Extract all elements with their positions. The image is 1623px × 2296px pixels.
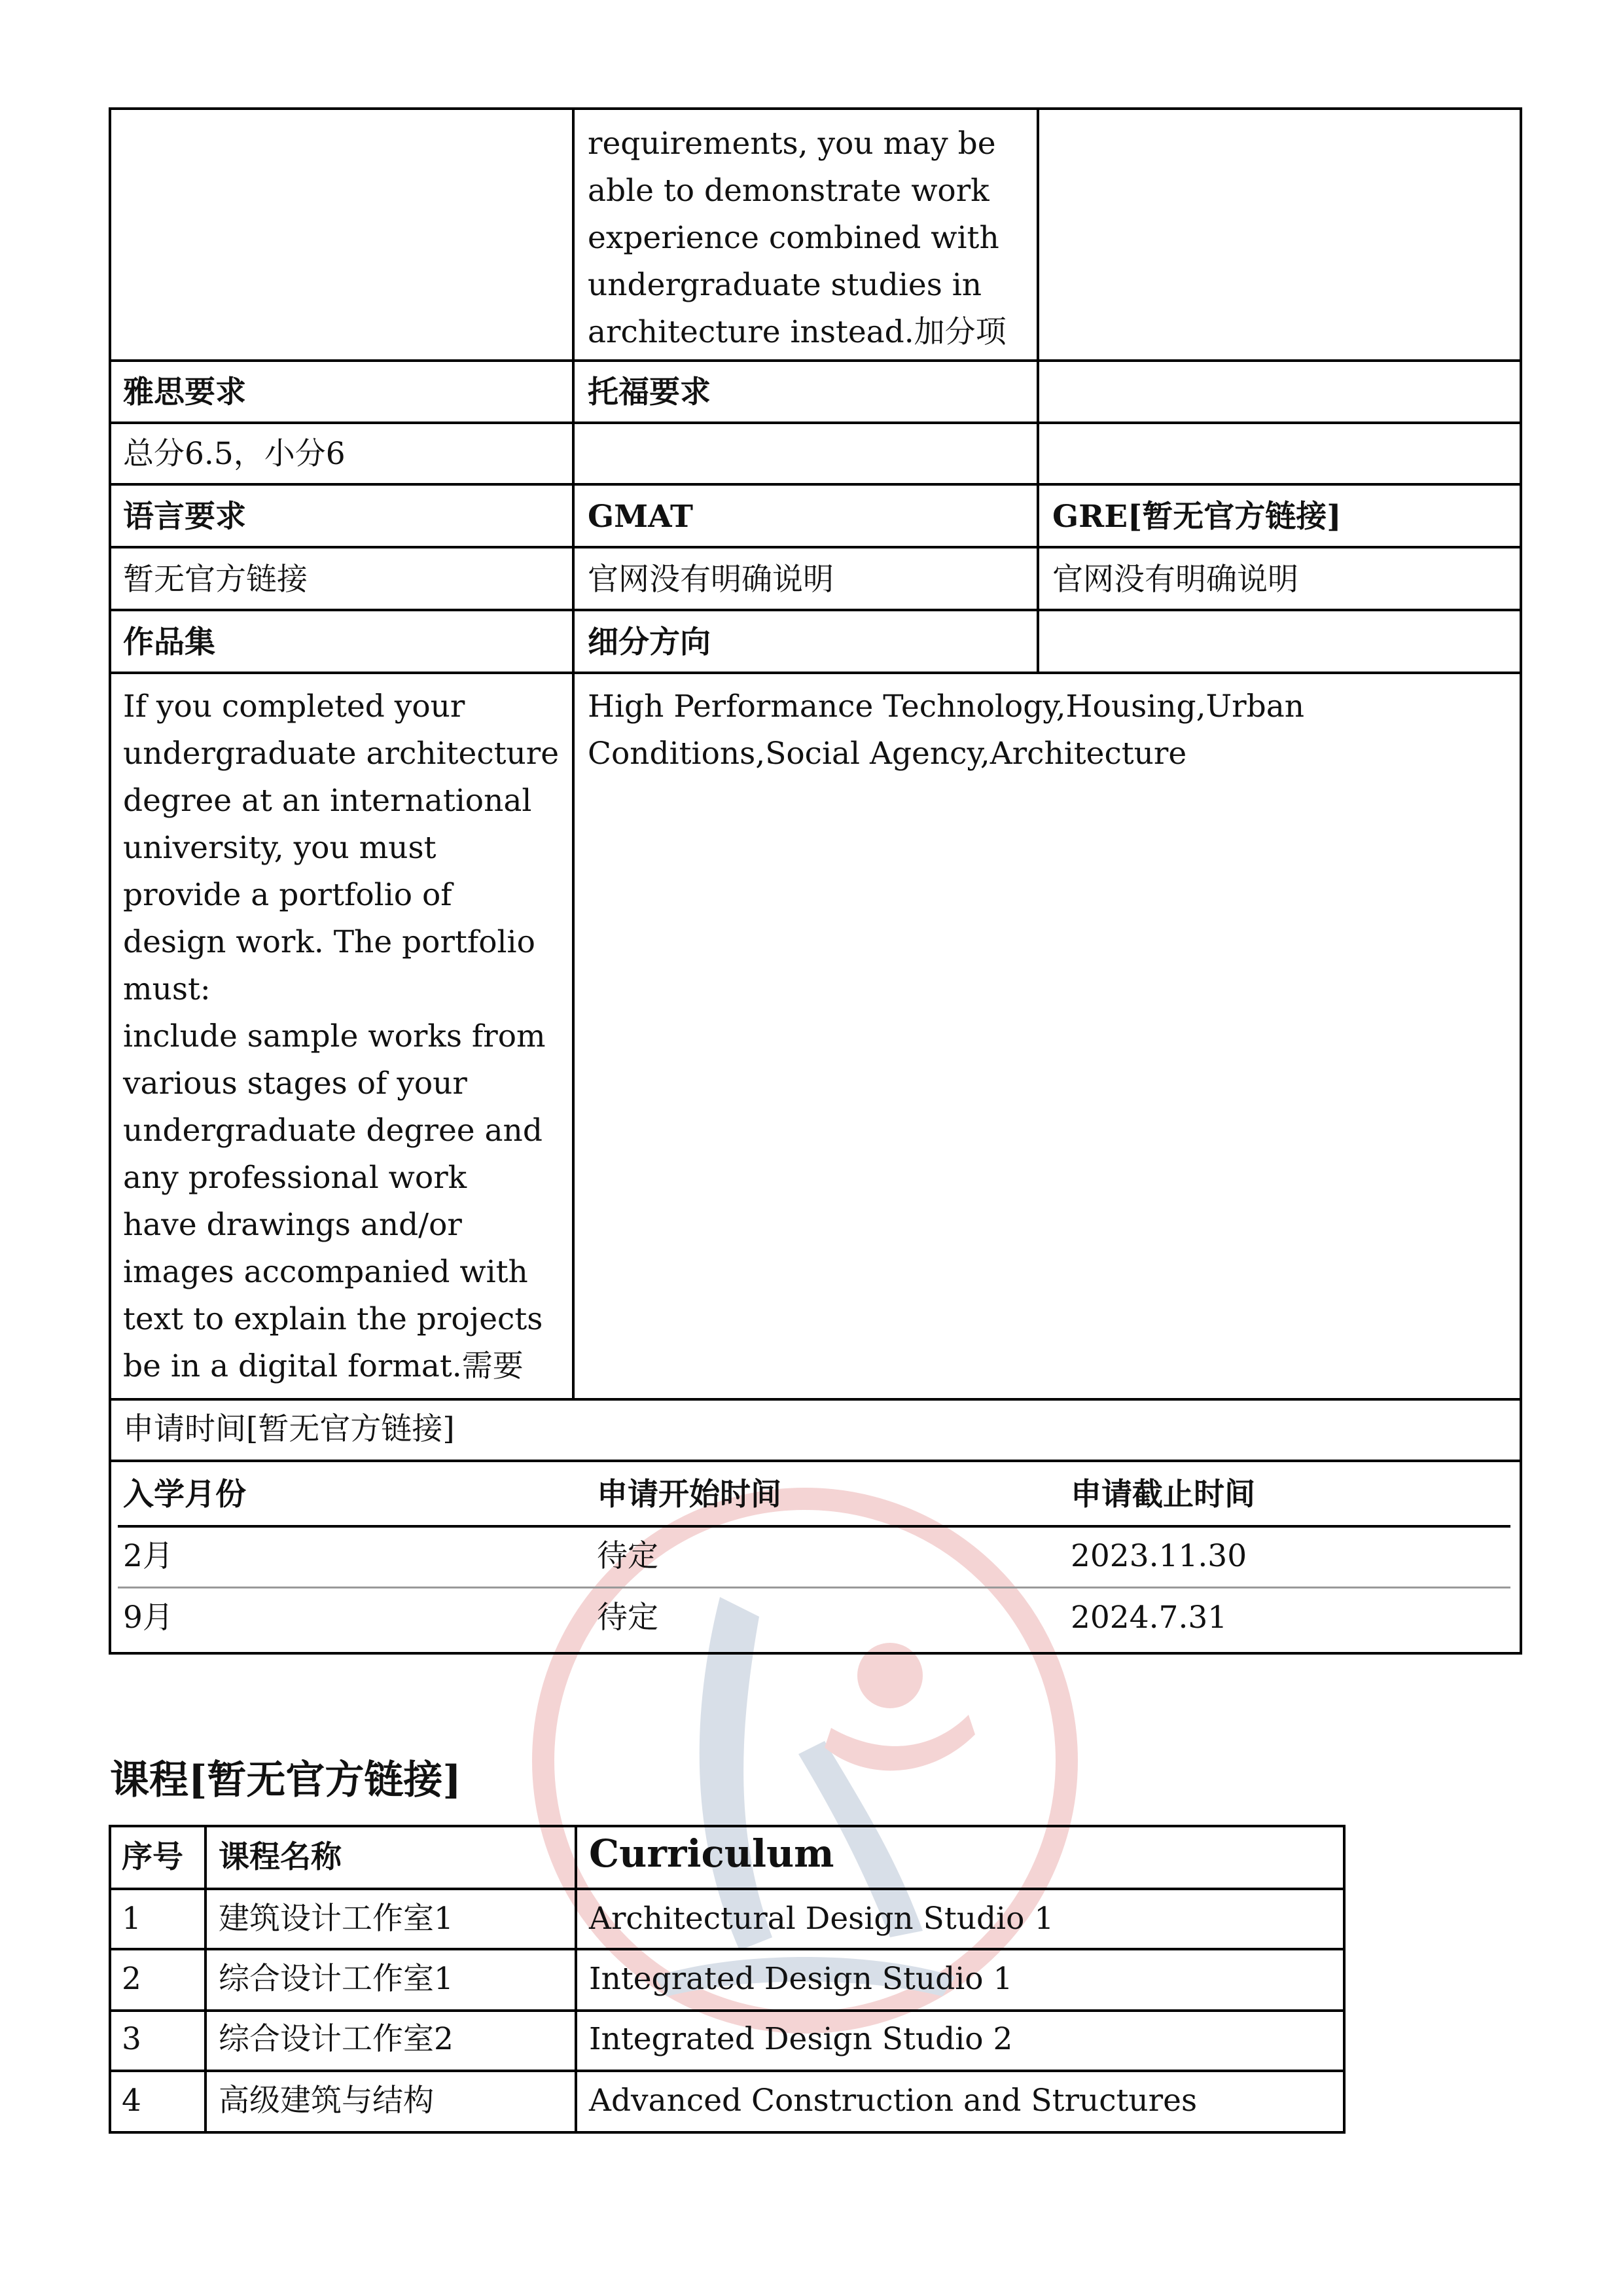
curriculum-row-2-index: 2	[122, 1961, 141, 1997]
direction-label: 细分方向	[588, 624, 711, 660]
apply-time-label: 申请时间[暂无官方链接]	[123, 1411, 455, 1447]
curriculum-row-3-index: 3	[122, 2021, 141, 2057]
curriculum-heading: 课程[暂无官方链接]	[110, 1757, 461, 1803]
intake-row-1-month: 2月	[123, 1538, 173, 1574]
language-value: 暂无官方链接	[123, 562, 308, 598]
toefl-label: 托福要求	[588, 374, 711, 410]
gmat-label: GMAT	[588, 499, 694, 535]
curriculum-row-2-english: Integrated Design Studio 1	[589, 1961, 1013, 1997]
curriculum-header-english: Curriculum	[589, 1831, 834, 1876]
curriculum-row-4-index: 4	[122, 2083, 141, 2119]
curriculum-row-1-english: Architectural Design Studio 1	[589, 1901, 1054, 1937]
curriculum-row-1-name: 建筑设计工作室1	[219, 1901, 454, 1937]
intake-row-1-start: 待定	[597, 1538, 658, 1574]
ielts-label: 雅思要求	[123, 374, 246, 410]
curriculum-row-3-name: 综合设计工作室2	[219, 2021, 454, 2057]
intake-header-start: 申请开始时间	[597, 1477, 781, 1513]
curriculum-row-1-index: 1	[122, 1901, 141, 1937]
intake-row-2-month: 9月	[123, 1600, 173, 1636]
curriculum-row-2-name: 综合设计工作室1	[219, 1961, 454, 1997]
intake-header-month: 入学月份	[123, 1477, 246, 1513]
intake-row-2-deadline: 2024.7.31	[1071, 1600, 1228, 1636]
curriculum-row-4-name: 高级建筑与结构	[219, 2083, 434, 2119]
direction-text: High Performance Technology,Housing,Urban Conditions,Social Agency,Architecture	[588, 689, 1304, 772]
curriculum-header-index: 序号	[122, 1839, 183, 1875]
portfolio-label: 作品集	[123, 624, 215, 660]
entry-note-text: requirements, you may be able to demonstrate work experience combined with undergraduate studies in architecture instead.加分项	[588, 126, 1007, 350]
intake-row-1-deadline: 2023.11.30	[1071, 1538, 1247, 1574]
gre-value: 官网没有明确说明	[1052, 562, 1298, 598]
curriculum-header-name: 课程名称	[219, 1839, 342, 1875]
portfolio-text: If you completed your undergraduate architecture degree at an international university, you must provide a portfolio of design work. The portfolio must: include sample works from various stages of your undergraduate degree and any professional work have drawings and/or images accompanied with text to explain the projects be in a digital format.需要	[123, 689, 560, 1384]
ielts-value: 总分6.5，小分6	[123, 436, 346, 472]
gmat-value: 官网没有明确说明	[588, 562, 834, 598]
gre-label: GRE[暂无官方链接]	[1052, 499, 1342, 535]
curriculum-row-4-english: Advanced Construction and Structures	[589, 2083, 1198, 2119]
intake-header-deadline: 申请截止时间	[1071, 1477, 1255, 1513]
language-label: 语言要求	[123, 499, 246, 535]
intake-row-2-start: 待定	[597, 1600, 658, 1636]
curriculum-row-3-english: Integrated Design Studio 2	[589, 2021, 1013, 2057]
